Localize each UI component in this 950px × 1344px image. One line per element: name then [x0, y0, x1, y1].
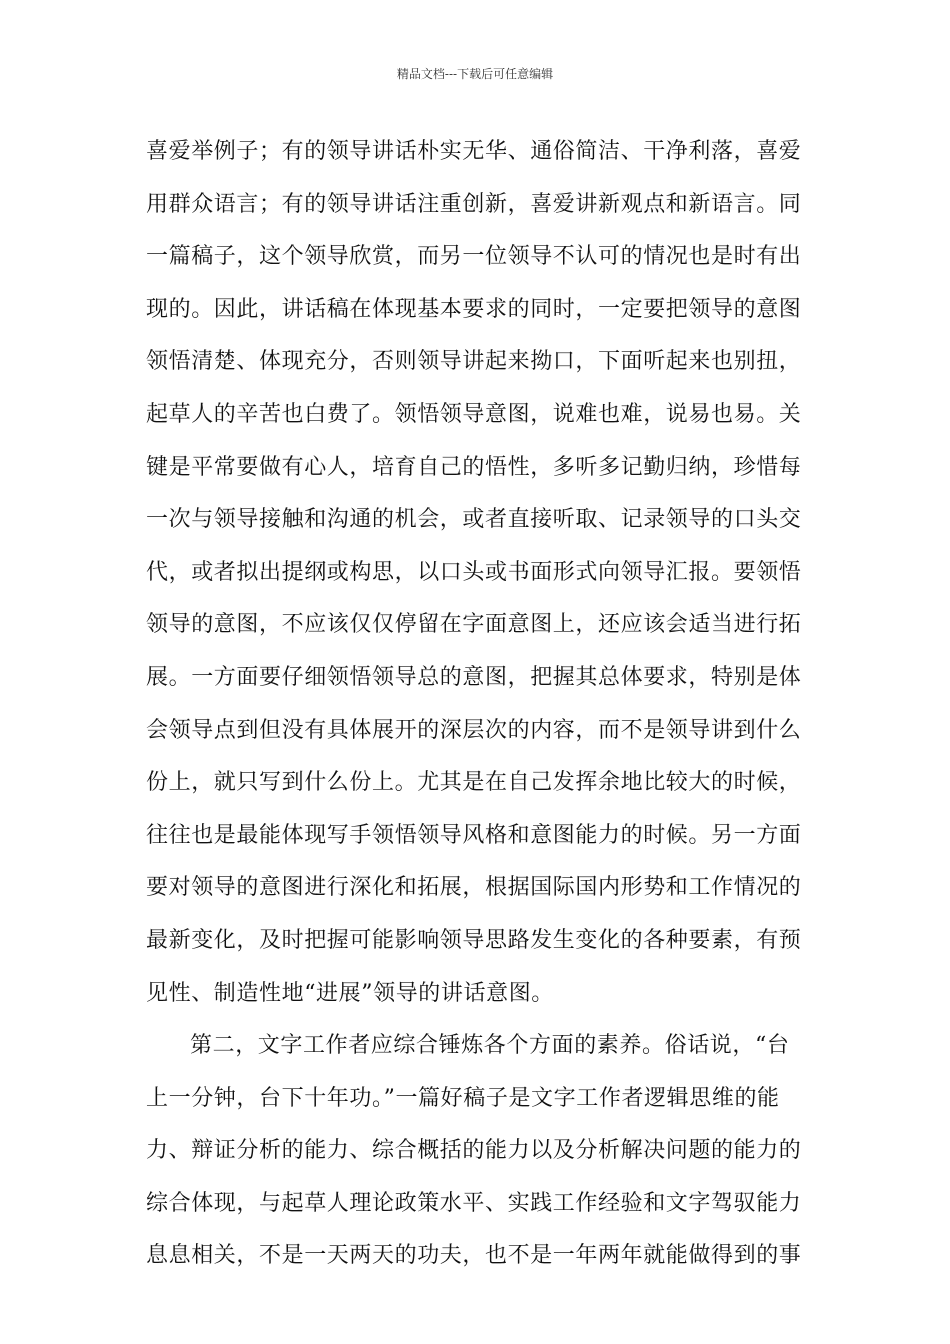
- text-line: 起草人的辛苦也白费了。领悟领导意图，说难也难，说易也易。关: [146, 401, 802, 427]
- text-line: 喜爱举例子；有的领导讲话朴实无华、通俗简洁、干净利落，喜爱: [146, 139, 802, 164]
- text-line: 现的。因此，讲话稿在体现基本要求的同时，一定要把领导的意图: [146, 296, 802, 322]
- text-line: 上一分钟，台下十年功。”一篇好稿子是文字工作者逻辑思维的能: [146, 1085, 780, 1111]
- text-line: 综合体现，与起草人理论政策水平、实践工作经验和文字驾驭能力: [146, 1190, 802, 1216]
- text-line: 见性、制造性地“进展”领导的讲话意图。: [146, 980, 554, 1006]
- text-line: 份上，就只写到什么份上。尤其是在自己发挥余地比较大的时候，: [146, 770, 802, 796]
- text-line: 代，或者拟出提纲或构思，以口头或书面形式向领导汇报。要领悟: [146, 559, 802, 585]
- text-line: 领导的意图，不应该仅仅停留在字面意图上，还应该会适当进行拓: [146, 612, 802, 638]
- text-line: 一次与领导接触和沟通的机会，或者直接听取、记录领导的口头交: [146, 507, 802, 533]
- text-line: 领悟清楚、体现充分，否则领导讲起来拗口，下面听起来也别扭，: [146, 349, 802, 375]
- text-line: 展。一方面要仔细领悟领导总的意图，把握其总体要求，特别是体: [146, 664, 802, 690]
- page-header: 精品文档---下载后可任意编辑: [396, 67, 554, 81]
- text-line: 力、辩证分析的能力、综合概括的能力以及分析解决问题的能力的: [146, 1138, 802, 1164]
- text-line: 一篇稿子，这个领导欣赏，而另一位领导不认可的情况也是时有出: [146, 244, 802, 270]
- text-line: 息息相关，不是一天两天的功夫，也不是一年两年就能做得到的事: [146, 1243, 802, 1269]
- text-line: 用群众语言；有的领导讲话注重创新，喜爱讲新观点和新语言。同: [146, 191, 802, 217]
- text-line: 最新变化，及时把握可能影响领导思路发生变化的各种要素，有预: [146, 927, 802, 953]
- text-line: 会领导点到但没有具体展开的深层次的内容，而不是领导讲到什么: [146, 717, 802, 743]
- document-body: [146, 126, 812, 1283]
- paragraph-start-line: 第二，文字工作者应综合锤炼各个方面的素养。俗话说，“台: [190, 1033, 790, 1059]
- text-line: 要对领导的意图进行深化和拓展，根据国际国内形势和工作情况的: [146, 875, 802, 901]
- text-line: 往往也是最能体现写手领悟领导风格和意图能力的时候。另一方面: [146, 822, 802, 848]
- text-line: 键是平常要做有心人，培育自己的悟性，多听多记勤归纳，珍惜每: [146, 454, 802, 480]
